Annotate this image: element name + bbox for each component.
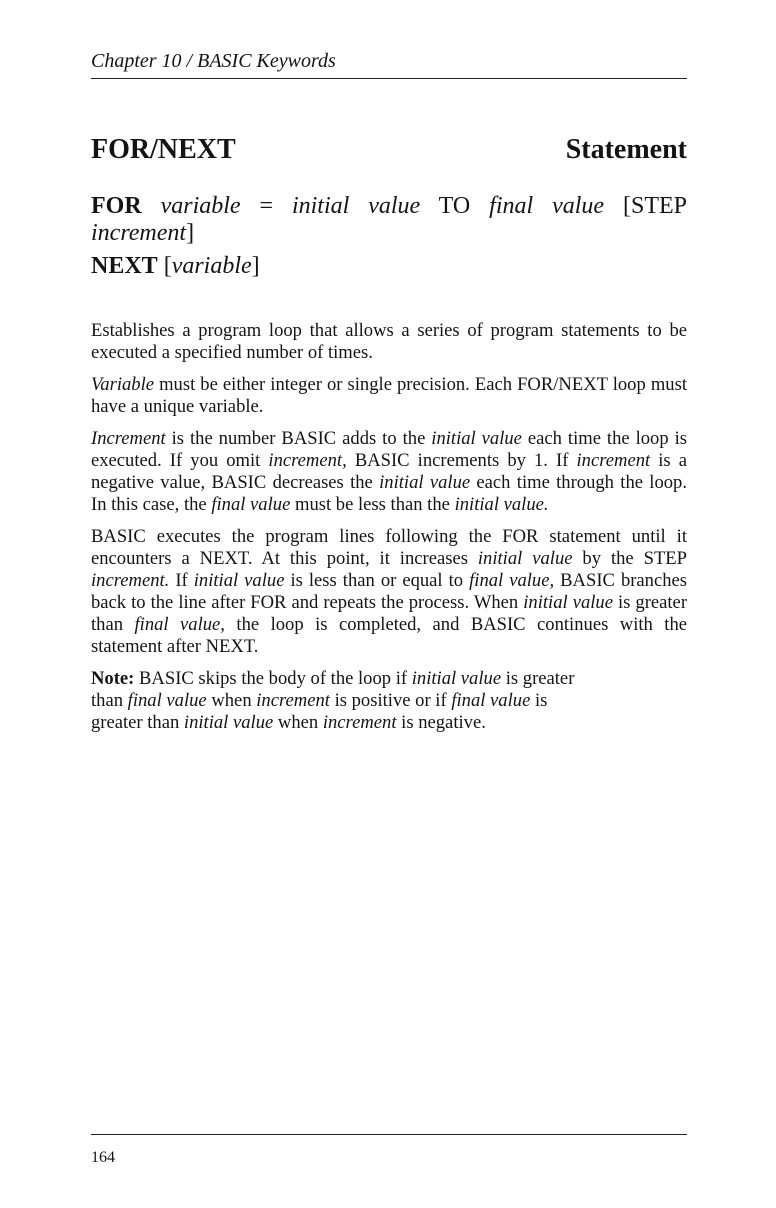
- term-final-value: final value,: [134, 614, 225, 635]
- paragraph-description: Establishes a program loop that allows a series of program statements to be executed a specified number of times.: [91, 320, 687, 363]
- text-span: is negative.: [396, 712, 486, 733]
- syntax-step-close: ]: [186, 220, 195, 246]
- syntax-next-close: ]: [251, 253, 260, 279]
- syntax-line-for: [91, 193, 687, 247]
- syntax-variable: variable: [160, 193, 241, 219]
- term-initial-value: initial value: [431, 428, 522, 449]
- text-span: BASIC branches back to the line after FOR and repeats the process. When: [91, 570, 688, 613]
- text-span: each time through the loop. In this case, the: [91, 472, 688, 515]
- term-increment: increment: [322, 712, 397, 733]
- text-span: is greater than: [91, 592, 688, 635]
- syntax-final-value: final value: [489, 193, 605, 219]
- text-span: is positive or if: [329, 690, 452, 711]
- term-initial-value: initial value: [523, 592, 613, 613]
- term-final-value: final value: [451, 690, 531, 711]
- text-span: If: [169, 570, 194, 591]
- text-span: BASIC executes the program lines following the FOR statement until it encounters a NEXT. At this point, it increases: [91, 526, 687, 569]
- keyword-type: Statement: [565, 134, 687, 165]
- term-increment: Increment: [91, 428, 166, 449]
- syntax-line-next: [91, 253, 260, 280]
- text-span: each time the loop is executed. If you omit: [91, 428, 687, 471]
- paragraph-variable: [91, 374, 687, 418]
- term-variable: Variable: [91, 374, 155, 395]
- paragraph-increment: [91, 428, 687, 516]
- text-span: is less than or equal to: [284, 570, 470, 591]
- text-span: must be less than the: [290, 494, 455, 515]
- text-span: BASIC increments by 1. If: [346, 450, 577, 471]
- text-span: is greater than: [91, 690, 548, 733]
- text-span: by the STEP: [572, 548, 688, 569]
- text-span: BASIC skips the body of the loop if: [134, 668, 412, 689]
- text-span: when: [206, 690, 257, 711]
- paragraph-execution: [91, 526, 687, 658]
- term-increment: increment: [256, 690, 330, 711]
- syntax-to: TO: [420, 193, 490, 219]
- body-text: [91, 320, 687, 744]
- syntax-next-variable: variable: [171, 253, 252, 279]
- text-span: is greater than: [91, 668, 575, 711]
- page-number: 164: [91, 1149, 115, 1166]
- keyword-title: FOR/NEXT: [91, 134, 236, 165]
- term-final-value: final value,: [469, 570, 555, 591]
- text-span: must be either integer or single precision. Each FOR/NEXT loop must have a unique variable.: [91, 374, 687, 417]
- syntax-next-keyword: NEXT: [91, 253, 158, 279]
- syntax-step-open: [STEP: [604, 193, 687, 219]
- syntax-next-open: [: [157, 253, 172, 279]
- running-head: Chapter 10 / BASIC Keywords: [91, 49, 687, 79]
- note-label: Note:: [91, 668, 135, 689]
- term-initial-value: initial value: [477, 548, 573, 569]
- text-span: the loop is completed, and BASIC continues with the statement after NEXT.: [91, 614, 687, 657]
- footer-rule: [91, 1134, 687, 1135]
- entry-title-row: [91, 133, 687, 167]
- term-initial-value: initial value: [183, 712, 274, 733]
- text-span: is a negative value, BASIC decreases the: [91, 450, 687, 493]
- term-final-value: final value: [211, 494, 291, 515]
- term-final-value: final value: [127, 690, 207, 711]
- term-initial-value: initial value: [193, 570, 285, 591]
- term-initial-value: initial value.: [454, 494, 549, 515]
- syntax-initial-value: initial value: [291, 193, 421, 219]
- term-initial-value: initial value: [411, 668, 502, 689]
- text-span: when: [273, 712, 323, 733]
- text-span: is the number BASIC adds to the: [165, 428, 432, 449]
- term-increment: increment: [576, 450, 651, 471]
- term-increment: increment.: [91, 570, 170, 591]
- term-initial-value: initial value: [379, 472, 471, 493]
- syntax-for-keyword: FOR: [91, 193, 142, 219]
- syntax-increment: increment: [91, 220, 187, 246]
- note-block: [91, 668, 596, 734]
- syntax-equals: =: [240, 193, 292, 219]
- term-increment: increment,: [268, 450, 347, 471]
